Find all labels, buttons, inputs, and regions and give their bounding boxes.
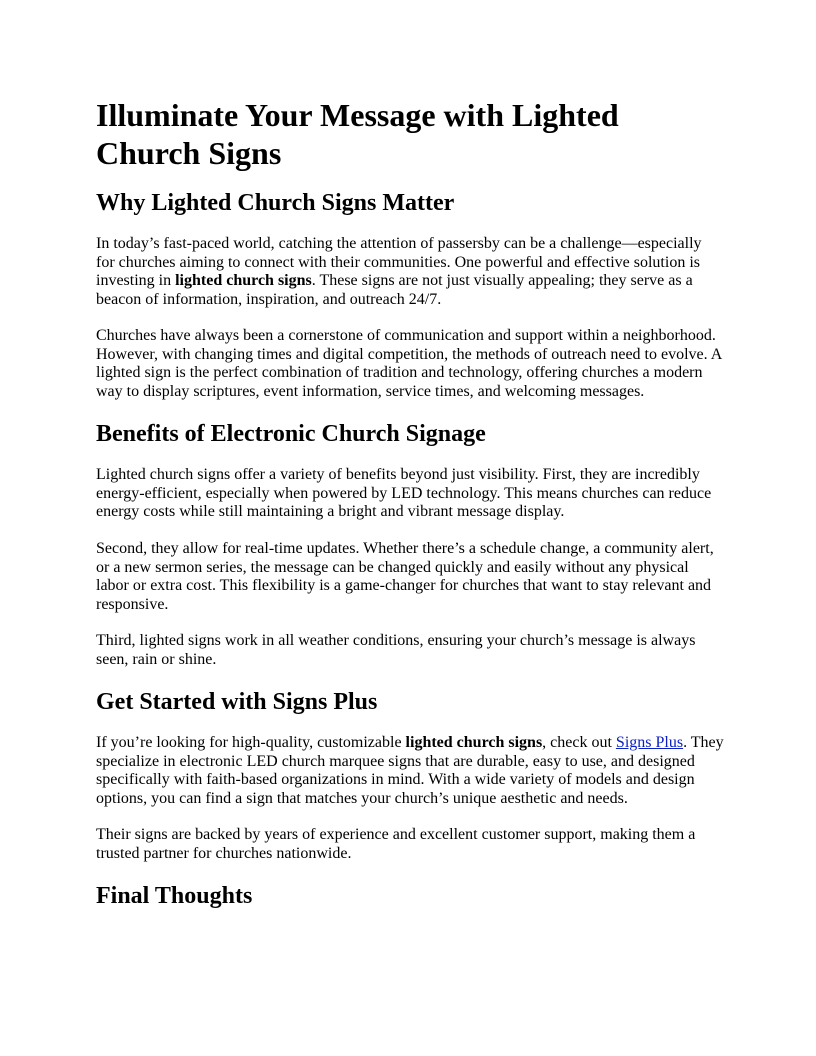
section-heading-why: Why Lighted Church Signs Matter — [96, 190, 455, 216]
signs-plus-link[interactable]: Signs Plus — [615, 734, 684, 751]
text-run: . These signs are not just visually appealing; they serve as a beacon of information, inspiration, and outreach 24/7. — [96, 272, 693, 308]
paragraph-benefits-3: Third, lighted signs work in all weather conditions, ensuring your church’s message is always seen, rain or shine. — [96, 632, 696, 668]
paragraph-why-1 — [96, 235, 724, 309]
bold-keyword: lighted church signs — [175, 272, 312, 290]
text-run: , check out — [542, 734, 616, 751]
page-title: Illuminate Your Message with Lighted Church Signs — [96, 97, 619, 171]
section-heading-started: Get Started with Signs Plus — [96, 689, 378, 715]
paragraph-started-2: Their signs are backed by years of experience and excellent customer support, making them a trusted partner for churches nationwide. — [96, 826, 696, 862]
text-run: In today’s fast-paced world, catching the attention of passersby can be a challenge—especially for churches aiming to connect with their communities. One powerful and effective solution is investing in — [96, 235, 702, 290]
text-run: . They specialize in electronic LED church marquee signs that are durable, easy to use, and designed specifically with faith-based organizations in mind. With a wide variety of models and design options, you can find a sign that matches your church’s unique aesthetic and needs. — [96, 734, 724, 807]
bold-keyword: lighted church signs — [405, 734, 543, 751]
section-heading-final: Final Thoughts — [96, 883, 253, 909]
paragraph-why-2: Churches have always been a cornerstone of communication and support within a neighborhood. However, with changing times and digital competition, the methods of outreach need to evolve. A lighted sign is the perfect combination of tradition and technology, offering churches a modern way to display scriptures, event information, service times, and welcoming messages. — [96, 327, 722, 400]
paragraph-started-1 — [96, 734, 724, 808]
paragraph-benefits-1: Lighted church signs offer a variety of benefits beyond just visibility. First, they are incredibly energy-efficient, especially when powered by LED technology. This means churches can reduce energy costs while still maintaining a bright and vibrant message display. — [96, 466, 712, 521]
text-run: If you’re looking for high-quality, customizable — [96, 734, 406, 751]
paragraph-benefits-2: Second, they allow for real-time updates. Whether there’s a schedule change, a community alert, or a new sermon series, the message can be changed quickly and easily without any physical labor or extra cost. This flexibility is a game-changer for churches that want to stay relevant and responsive. — [96, 540, 714, 613]
section-heading-benefits: Benefits of Electronic Church Signage — [96, 421, 486, 447]
